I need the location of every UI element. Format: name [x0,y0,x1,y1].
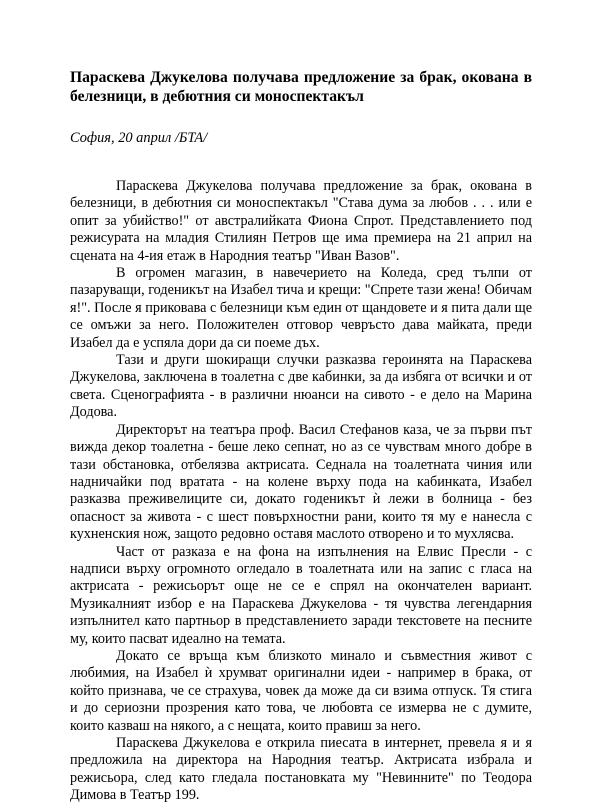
paragraph: Докато се връща към близкото минало и съвместния живот с любимия, на Изабел ѝ хрумват оригинални идеи - например в брака, от който признава, че се страхува, човек да може да си взима отпуск. Тя стига и до сериозни прозрения като това, че любовта се измерва не с думите, които казваш на някого, а с нещата, които правиш за него. [70,647,532,734]
paragraph: Параскева Джукелова е открила пиесата в интернет, превела я и я предложила на директора на Народния театър. Актрисата избрала и режисьора, след като гледала постановката му "Невинните" по Теодора Димова в Театър 199. [70,735,532,804]
paragraph: Параскева Джукелова получава предложение за брак, окована в белезници, в дебютния си моноспектакъл "Става дума за любов . . . или е опит за убийство!" от австралийката Фиона Спрот. Представлението под режисурата на младия Стилиян Петров ще има премиера на 21 април на сцената на 4-ия етаж в Народния театър "Иван Вазов". [70,178,532,264]
article-body [70,178,532,805]
headline: Параскева Джукелова получава предложение за брак, окована в белезници, в дебютния си моноспектакъл [70,69,532,105]
paragraph: Директорът на театъра проф. Васил Стефанов каза, че за първи път вижда декор тоалетна - беше леко сепнат, но аз се чувствам много добре в тази обстановка, отбелязва актрисата. Седнала на тоалетната чиния или надничайки под вратата - на колене върху пода на кабинката, Изабел разказва преживелиците си, докато годеникът ѝ лежи в болница - без опасност за живота - с шест повърхностни рани, които тя му е нанесла с кухненския нож, защото редовно оставя маслото отворено и то мухлясва. [70,421,532,543]
paragraph: Тази и други шокиращи случки разказва героинята на Параскева Джукелова, заключена в тоалетна с две кабинки, за да избяга от всички и от света. Сценографията - в различни нюанси на сивото - е дело на Марина Додова. [70,352,532,421]
document-page [70,68,532,805]
paragraph: Част от разказа е на фона на изпълнения на Елвис Пресли - с надписи върху огромното огледало в тоалетната или на запис с гласа на актрисата - режисьорът още не се е спрял на окончателен вариант. Музикалният избор е на Параскева Джукелова - тя чувства легендарния изпълнител като партньор в представлението заради текстовете на песните му, които пасват идеално на темата. [70,543,532,647]
paragraph: В огромен магазин, в навечерието на Коледа, сред тълпи от пазаруващи, годеникът на Изабел тича и крещи: "Спрете тази жена! Обичам я!". После я приковава с белезници към един от щандовете и я пита дали ще се омъжи за него. Положителен отговор чевръсто дава майката, преди Изабел да е успяла дори да си поеме дъх. [70,265,533,351]
dateline: София, 20 април /БТА/ [70,130,208,146]
